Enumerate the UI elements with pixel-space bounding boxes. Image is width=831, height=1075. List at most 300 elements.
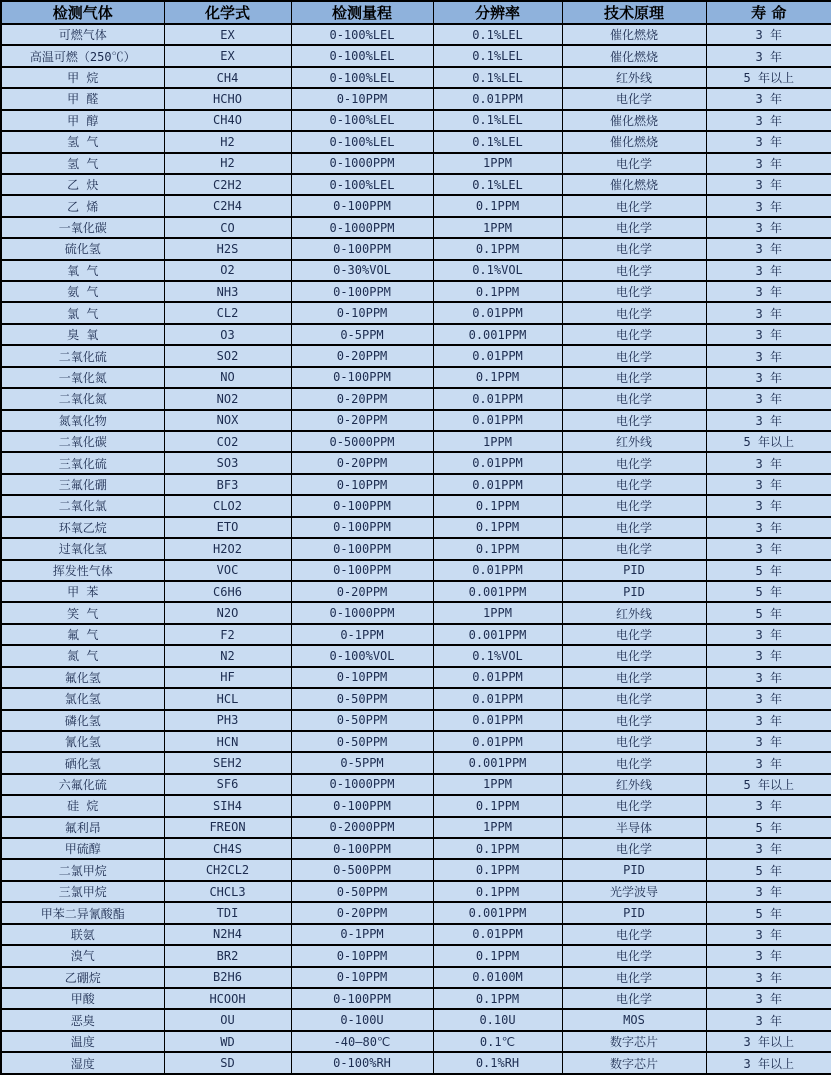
cell-resolution: 0.10U — [433, 1009, 562, 1030]
cell-formula: N2O — [164, 602, 291, 623]
cell-life: 3 年 — [706, 260, 831, 281]
cell-resolution: 0.01PPM — [433, 345, 562, 366]
cell-life: 3 年 — [706, 195, 831, 216]
cell-life: 3 年 — [706, 538, 831, 559]
cell-gas: 甲 苯 — [1, 581, 164, 602]
cell-gas: 三氧化硫 — [1, 452, 164, 473]
cell-range: 0-30%VOL — [291, 260, 433, 281]
cell-resolution: 0.1%LEL — [433, 45, 562, 66]
cell-life: 3 年 — [706, 324, 831, 345]
cell-range: 0-1000PPM — [291, 774, 433, 795]
table-row — [1, 1052, 831, 1074]
cell-life: 5 年 — [706, 817, 831, 838]
cell-resolution: 1PPM — [433, 153, 562, 174]
cell-resolution: 0.01PPM — [433, 410, 562, 431]
cell-life: 3 年 — [706, 645, 831, 666]
cell-life: 3 年 — [706, 752, 831, 773]
table-row — [1, 67, 831, 88]
cell-range: 0-100PPM — [291, 195, 433, 216]
cell-principle: 电化学 — [562, 388, 706, 409]
table-row — [1, 774, 831, 795]
cell-resolution: 0.1PPM — [433, 538, 562, 559]
cell-gas: 温度 — [1, 1031, 164, 1052]
table-row — [1, 324, 831, 345]
table-row — [1, 538, 831, 559]
cell-resolution: 0.1%LEL — [433, 131, 562, 152]
cell-formula: SO2 — [164, 345, 291, 366]
cell-gas: 甲酸 — [1, 988, 164, 1009]
cell-principle: 电化学 — [562, 281, 706, 302]
cell-range: 0-100%RH — [291, 1052, 433, 1074]
cell-principle: 电化学 — [562, 924, 706, 945]
cell-range: 0-50PPM — [291, 710, 433, 731]
cell-formula: C2H2 — [164, 174, 291, 195]
cell-life: 5 年 — [706, 581, 831, 602]
table-row — [1, 367, 831, 388]
cell-principle: 电化学 — [562, 345, 706, 366]
cell-formula: C6H6 — [164, 581, 291, 602]
cell-principle: 红外线 — [562, 67, 706, 88]
cell-range: 0-10PPM — [291, 967, 433, 988]
table-row — [1, 131, 831, 152]
cell-range: 0-1PPM — [291, 624, 433, 645]
cell-range: 0-20PPM — [291, 902, 433, 923]
cell-principle: 电化学 — [562, 153, 706, 174]
cell-life: 3 年 — [706, 945, 831, 966]
cell-gas: 氧 气 — [1, 260, 164, 281]
cell-principle: 电化学 — [562, 302, 706, 323]
cell-formula: H2 — [164, 153, 291, 174]
cell-gas: 臭 氧 — [1, 324, 164, 345]
cell-life: 5 年以上 — [706, 774, 831, 795]
cell-range: 0-100PPM — [291, 495, 433, 516]
cell-life: 3 年 — [706, 624, 831, 645]
cell-formula: H2 — [164, 131, 291, 152]
table-row — [1, 967, 831, 988]
cell-range: 0-10PPM — [291, 302, 433, 323]
table-row — [1, 924, 831, 945]
cell-range: 0-20PPM — [291, 388, 433, 409]
cell-resolution: 0.1PPM — [433, 367, 562, 388]
cell-principle: 光学波导 — [562, 881, 706, 902]
cell-resolution: 0.1PPM — [433, 881, 562, 902]
cell-life: 3 年 — [706, 24, 831, 45]
cell-gas: 一氧化碳 — [1, 217, 164, 238]
cell-formula: C2H4 — [164, 195, 291, 216]
cell-life: 3 年 — [706, 388, 831, 409]
cell-formula: HCN — [164, 731, 291, 752]
cell-principle: 电化学 — [562, 624, 706, 645]
cell-formula: CL2 — [164, 302, 291, 323]
cell-principle: 电化学 — [562, 710, 706, 731]
cell-life: 3 年 — [706, 367, 831, 388]
cell-formula: N2 — [164, 645, 291, 666]
cell-principle: 电化学 — [562, 238, 706, 259]
cell-resolution: 0.001PPM — [433, 902, 562, 923]
cell-gas: 笑 气 — [1, 602, 164, 623]
cell-life: 3 年 — [706, 988, 831, 1009]
cell-resolution: 1PPM — [433, 602, 562, 623]
cell-life: 3 年 — [706, 345, 831, 366]
cell-life: 3 年 — [706, 238, 831, 259]
cell-principle: 电化学 — [562, 260, 706, 281]
cell-resolution: 0.01PPM — [433, 924, 562, 945]
cell-resolution: 0.1%RH — [433, 1052, 562, 1074]
cell-principle: PID — [562, 560, 706, 581]
cell-gas: 过氧化氢 — [1, 538, 164, 559]
cell-formula: CH4 — [164, 67, 291, 88]
cell-principle: 电化学 — [562, 688, 706, 709]
cell-gas: 氮氧化物 — [1, 410, 164, 431]
cell-range: 0-5PPM — [291, 324, 433, 345]
cell-range: 0-100PPM — [291, 795, 433, 816]
cell-range: 0-100PPM — [291, 281, 433, 302]
cell-resolution: 0.0100M — [433, 967, 562, 988]
table-row — [1, 388, 831, 409]
table-row — [1, 110, 831, 131]
cell-life: 5 年以上 — [706, 67, 831, 88]
cell-gas: 甲 烷 — [1, 67, 164, 88]
cell-resolution: 0.1%LEL — [433, 24, 562, 45]
column-header-life: 寿 命 — [706, 1, 831, 24]
cell-range: 0-100%LEL — [291, 24, 433, 45]
cell-gas: 三氟化硼 — [1, 474, 164, 495]
cell-formula: EX — [164, 45, 291, 66]
cell-life: 3 年 — [706, 495, 831, 516]
cell-resolution: 0.01PPM — [433, 667, 562, 688]
table-row — [1, 752, 831, 773]
cell-principle: 半导体 — [562, 817, 706, 838]
cell-resolution: 0.001PPM — [433, 624, 562, 645]
cell-principle: PID — [562, 902, 706, 923]
cell-life: 3 年 — [706, 410, 831, 431]
cell-range: 0-5000PPM — [291, 431, 433, 452]
table-row — [1, 1009, 831, 1030]
cell-life: 5 年 — [706, 902, 831, 923]
column-header-principle: 技术原理 — [562, 1, 706, 24]
cell-resolution: 1PPM — [433, 431, 562, 452]
cell-range: -40—80℃ — [291, 1031, 433, 1052]
cell-formula: H2S — [164, 238, 291, 259]
cell-resolution: 0.1%LEL — [433, 67, 562, 88]
table-row — [1, 817, 831, 838]
cell-range: 0-100%LEL — [291, 110, 433, 131]
cell-formula: NOX — [164, 410, 291, 431]
cell-resolution: 0.1PPM — [433, 195, 562, 216]
cell-gas: 甲 醛 — [1, 88, 164, 109]
cell-range: 0-1000PPM — [291, 153, 433, 174]
cell-formula: ETO — [164, 517, 291, 538]
cell-formula: HF — [164, 667, 291, 688]
cell-resolution: 0.1PPM — [433, 945, 562, 966]
table-row — [1, 795, 831, 816]
cell-life: 3 年 — [706, 1009, 831, 1030]
cell-gas: 氯 气 — [1, 302, 164, 323]
cell-life: 5 年以上 — [706, 431, 831, 452]
table-row — [1, 667, 831, 688]
cell-range: 0-10PPM — [291, 667, 433, 688]
header-row — [1, 1, 831, 24]
table-row — [1, 24, 831, 45]
cell-gas: 氰化氢 — [1, 731, 164, 752]
cell-life: 3 年 — [706, 88, 831, 109]
table-row — [1, 153, 831, 174]
cell-life: 3 年 — [706, 174, 831, 195]
cell-principle: 电化学 — [562, 731, 706, 752]
cell-formula: SF6 — [164, 774, 291, 795]
cell-resolution: 1PPM — [433, 817, 562, 838]
cell-range: 0-100%LEL — [291, 67, 433, 88]
cell-gas: 二氧化氮 — [1, 388, 164, 409]
cell-formula: TDI — [164, 902, 291, 923]
cell-formula: O3 — [164, 324, 291, 345]
cell-life: 3 年 — [706, 731, 831, 752]
cell-gas: 氢 气 — [1, 153, 164, 174]
cell-formula: PH3 — [164, 710, 291, 731]
cell-principle: 数字芯片 — [562, 1031, 706, 1052]
table-row — [1, 1031, 831, 1052]
table-row — [1, 710, 831, 731]
cell-formula: CHCL3 — [164, 881, 291, 902]
cell-range: 0-50PPM — [291, 688, 433, 709]
cell-gas: 乙 炔 — [1, 174, 164, 195]
cell-resolution: 1PPM — [433, 217, 562, 238]
cell-principle: 电化学 — [562, 667, 706, 688]
cell-range: 0-100PPM — [291, 560, 433, 581]
cell-resolution: 0.1PPM — [433, 517, 562, 538]
table-row — [1, 281, 831, 302]
cell-range: 0-500PPM — [291, 859, 433, 880]
cell-principle: 电化学 — [562, 410, 706, 431]
table-row — [1, 174, 831, 195]
cell-gas: 硒化氢 — [1, 752, 164, 773]
table-body — [1, 24, 831, 1074]
cell-range: 0-20PPM — [291, 345, 433, 366]
cell-range: 0-100PPM — [291, 517, 433, 538]
cell-principle: 红外线 — [562, 602, 706, 623]
cell-formula: FREON — [164, 817, 291, 838]
cell-formula: HCOOH — [164, 988, 291, 1009]
table-row — [1, 452, 831, 473]
cell-resolution: 0.1%LEL — [433, 110, 562, 131]
cell-range: 0-100%LEL — [291, 45, 433, 66]
cell-resolution: 0.001PPM — [433, 581, 562, 602]
table-row — [1, 474, 831, 495]
cell-life: 5 年 — [706, 602, 831, 623]
cell-principle: 电化学 — [562, 217, 706, 238]
cell-life: 3 年 — [706, 667, 831, 688]
cell-formula: EX — [164, 24, 291, 45]
cell-formula: WD — [164, 1031, 291, 1052]
cell-formula: SIH4 — [164, 795, 291, 816]
cell-formula: H2O2 — [164, 538, 291, 559]
cell-gas: 二氧化硫 — [1, 345, 164, 366]
table-row — [1, 624, 831, 645]
cell-principle: 电化学 — [562, 495, 706, 516]
cell-gas: 氟利昂 — [1, 817, 164, 838]
cell-formula: SEH2 — [164, 752, 291, 773]
table-row — [1, 688, 831, 709]
cell-formula: B2H6 — [164, 967, 291, 988]
cell-resolution: 0.1%VOL — [433, 260, 562, 281]
cell-formula: NO2 — [164, 388, 291, 409]
cell-principle: 电化学 — [562, 752, 706, 773]
cell-formula: OU — [164, 1009, 291, 1030]
cell-gas: 乙硼烷 — [1, 967, 164, 988]
cell-gas: 联氨 — [1, 924, 164, 945]
cell-resolution: 0.01PPM — [433, 302, 562, 323]
cell-range: 0-100PPM — [291, 838, 433, 859]
cell-formula: NO — [164, 367, 291, 388]
cell-range: 0-100PPM — [291, 238, 433, 259]
cell-range: 0-100U — [291, 1009, 433, 1030]
cell-formula: CH4O — [164, 110, 291, 131]
column-header-gas: 检测气体 — [1, 1, 164, 24]
cell-resolution: 0.1℃ — [433, 1031, 562, 1052]
cell-life: 3 年 — [706, 302, 831, 323]
cell-range: 0-1PPM — [291, 924, 433, 945]
cell-life: 3 年 — [706, 131, 831, 152]
cell-gas: 六氟化硫 — [1, 774, 164, 795]
cell-life: 3 年 — [706, 45, 831, 66]
cell-formula: CH2CL2 — [164, 859, 291, 880]
cell-resolution: 0.01PPM — [433, 731, 562, 752]
cell-life: 3 年 — [706, 153, 831, 174]
cell-range: 0-20PPM — [291, 410, 433, 431]
cell-principle: 电化学 — [562, 967, 706, 988]
cell-life: 3 年 — [706, 838, 831, 859]
cell-principle: 红外线 — [562, 431, 706, 452]
cell-life: 3 年 — [706, 517, 831, 538]
cell-life: 3 年 — [706, 452, 831, 473]
cell-gas: 高温可燃（250℃） — [1, 45, 164, 66]
cell-range: 0-5PPM — [291, 752, 433, 773]
column-header-range: 检测量程 — [291, 1, 433, 24]
cell-resolution: 0.1%LEL — [433, 174, 562, 195]
cell-principle: 催化燃烧 — [562, 131, 706, 152]
cell-gas: 氨 气 — [1, 281, 164, 302]
table-row — [1, 988, 831, 1009]
cell-life: 3 年 — [706, 217, 831, 238]
table-row — [1, 195, 831, 216]
cell-life: 3 年 — [706, 967, 831, 988]
cell-formula: CO2 — [164, 431, 291, 452]
cell-gas: 三氯甲烷 — [1, 881, 164, 902]
cell-gas: 恶臭 — [1, 1009, 164, 1030]
cell-principle: 电化学 — [562, 452, 706, 473]
cell-life: 3 年以上 — [706, 1031, 831, 1052]
cell-resolution: 0.1PPM — [433, 795, 562, 816]
cell-gas: 氮 气 — [1, 645, 164, 666]
cell-resolution: 0.1PPM — [433, 238, 562, 259]
cell-range: 0-1000PPM — [291, 602, 433, 623]
cell-formula: HCL — [164, 688, 291, 709]
cell-formula: NH3 — [164, 281, 291, 302]
cell-range: 0-100%LEL — [291, 131, 433, 152]
cell-gas: 硫化氢 — [1, 238, 164, 259]
cell-range: 0-100PPM — [291, 367, 433, 388]
cell-life: 3 年 — [706, 795, 831, 816]
cell-resolution: 0.01PPM — [433, 88, 562, 109]
cell-formula: F2 — [164, 624, 291, 645]
cell-gas: 氯化氢 — [1, 688, 164, 709]
cell-gas: 二氧化氯 — [1, 495, 164, 516]
cell-life: 3 年以上 — [706, 1052, 831, 1074]
cell-gas: 氢 气 — [1, 131, 164, 152]
cell-principle: 电化学 — [562, 195, 706, 216]
cell-formula: HCHO — [164, 88, 291, 109]
cell-principle: 电化学 — [562, 645, 706, 666]
cell-range: 0-100%LEL — [291, 174, 433, 195]
cell-formula: VOC — [164, 560, 291, 581]
cell-resolution: 0.001PPM — [433, 324, 562, 345]
table-row — [1, 731, 831, 752]
table-row — [1, 238, 831, 259]
cell-principle: 电化学 — [562, 538, 706, 559]
table-row — [1, 45, 831, 66]
cell-resolution: 0.01PPM — [433, 388, 562, 409]
cell-life: 3 年 — [706, 710, 831, 731]
cell-range: 0-20PPM — [291, 581, 433, 602]
cell-range: 0-100%VOL — [291, 645, 433, 666]
cell-resolution: 0.1PPM — [433, 859, 562, 880]
cell-life: 3 年 — [706, 110, 831, 131]
cell-gas: 磷化氢 — [1, 710, 164, 731]
column-header-formula: 化学式 — [164, 1, 291, 24]
cell-range: 0-50PPM — [291, 731, 433, 752]
cell-range: 0-10PPM — [291, 88, 433, 109]
cell-resolution: 0.1%VOL — [433, 645, 562, 666]
cell-resolution: 0.1PPM — [433, 988, 562, 1009]
cell-principle: 电化学 — [562, 517, 706, 538]
cell-gas: 二氯甲烷 — [1, 859, 164, 880]
table-row — [1, 260, 831, 281]
cell-life: 3 年 — [706, 474, 831, 495]
cell-principle: 电化学 — [562, 474, 706, 495]
table-row — [1, 410, 831, 431]
cell-life: 5 年 — [706, 560, 831, 581]
table-row — [1, 495, 831, 516]
cell-principle: 电化学 — [562, 945, 706, 966]
cell-range: 0-20PPM — [291, 452, 433, 473]
cell-principle: 红外线 — [562, 774, 706, 795]
table-row — [1, 217, 831, 238]
column-header-resolution: 分辨率 — [433, 1, 562, 24]
cell-formula: CLO2 — [164, 495, 291, 516]
cell-resolution: 0.01PPM — [433, 474, 562, 495]
cell-principle: PID — [562, 859, 706, 880]
cell-life: 3 年 — [706, 881, 831, 902]
cell-gas: 甲硫醇 — [1, 838, 164, 859]
cell-gas: 二氧化碳 — [1, 431, 164, 452]
cell-resolution: 0.1PPM — [433, 838, 562, 859]
cell-principle: 催化燃烧 — [562, 174, 706, 195]
cell-resolution: 0.001PPM — [433, 752, 562, 773]
cell-principle: 电化学 — [562, 988, 706, 1009]
cell-principle: 催化燃烧 — [562, 45, 706, 66]
table-row — [1, 881, 831, 902]
cell-principle: 数字芯片 — [562, 1052, 706, 1074]
cell-life: 3 年 — [706, 924, 831, 945]
cell-resolution: 0.01PPM — [433, 452, 562, 473]
cell-gas: 氟化氢 — [1, 667, 164, 688]
cell-formula: BR2 — [164, 945, 291, 966]
table-row — [1, 902, 831, 923]
cell-range: 0-100PPM — [291, 538, 433, 559]
cell-range: 0-10PPM — [291, 474, 433, 495]
cell-formula: N2H4 — [164, 924, 291, 945]
cell-gas: 氟 气 — [1, 624, 164, 645]
